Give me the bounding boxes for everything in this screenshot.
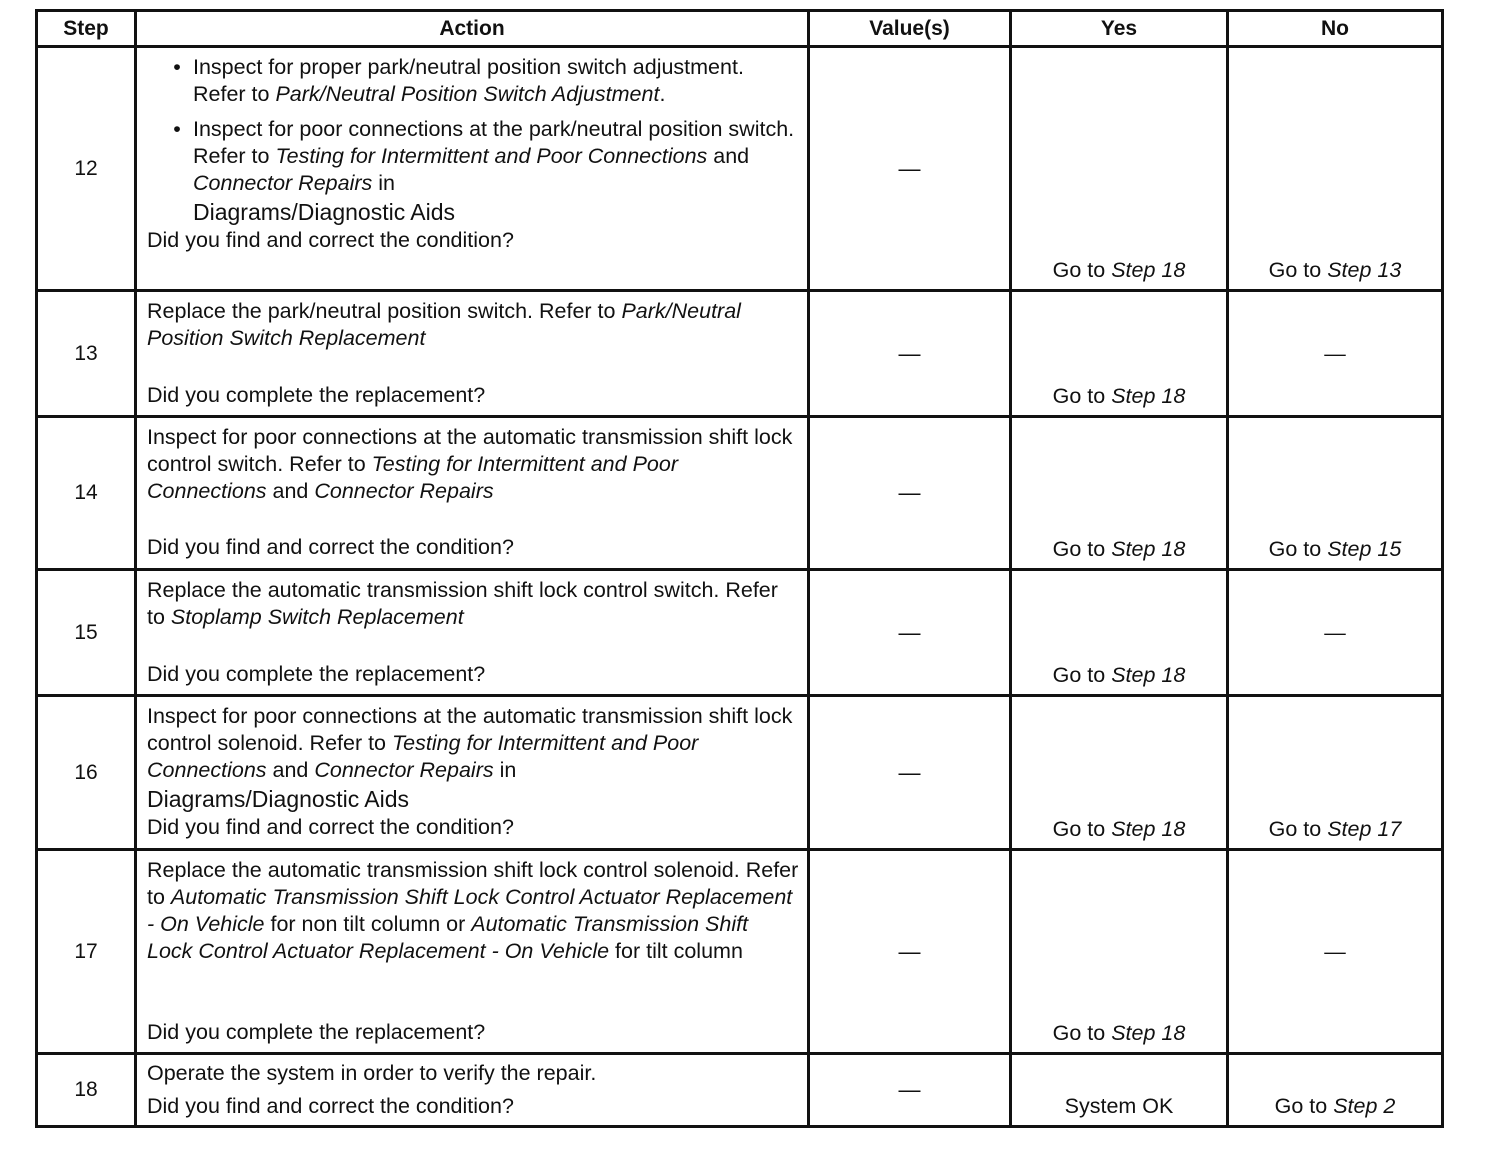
value-cell: —: [809, 696, 1011, 850]
diagnostic-table: [35, 9, 1444, 1128]
yes-cell: Go to Step 18: [1011, 696, 1228, 850]
bullet-icon: •: [173, 117, 181, 141]
yes-cell: Go to Step 18: [1011, 570, 1228, 696]
question-text: Did you find and correct the condition?: [147, 228, 514, 252]
action-cell: [136, 47, 809, 291]
reference-link: Park/Neutral Position Switch Adjustment: [275, 82, 660, 106]
system-ok-text: System OK: [1064, 1094, 1174, 1118]
reference-link: Connector Repairs: [314, 479, 494, 503]
no-cell: Go to Step 17: [1228, 696, 1443, 850]
value-cell: —: [809, 1054, 1011, 1127]
table-row: [37, 1054, 1443, 1127]
header-values: Value(s): [809, 11, 1011, 47]
value-cell: —: [809, 47, 1011, 291]
list-item: • Inspect for proper park/neutral position switch adjustment. Refer to Park/Neutral Position Switch Adjustment.: [161, 54, 799, 108]
reference-link: Testing for Intermittent and Poor Connections: [147, 731, 699, 782]
action-cell: Replace the park/neutral position switch. Refer to Park/Neutral Position Switch Replacement Did you complete the replacement?: [136, 291, 809, 417]
step-number: 18: [37, 1054, 136, 1127]
yes-step-link[interactable]: Step 18: [1111, 663, 1186, 687]
no-cell: Go to Step 15: [1228, 417, 1443, 570]
question-text: Did you find and correct the condition?: [147, 1094, 514, 1118]
value-cell: —: [809, 570, 1011, 696]
no-step-link[interactable]: Step 2: [1333, 1094, 1396, 1118]
no-step-link[interactable]: Step 15: [1327, 537, 1402, 561]
yes-cell: Go to Step 18: [1011, 850, 1228, 1054]
no-cell: Go to Step 13: [1228, 47, 1443, 291]
step-number: 12: [37, 47, 136, 291]
bullet-icon: •: [173, 55, 181, 79]
yes-step-link[interactable]: Step 18: [1111, 258, 1186, 282]
action-cell: [136, 1054, 809, 1127]
diagnostic-aids-text: Diagrams/Diagnostic Aids: [147, 786, 410, 812]
question-text: Did you find and correct the condition?: [147, 815, 514, 839]
no-cell: —: [1228, 570, 1443, 696]
header-action: Action: [136, 11, 809, 47]
table-row: [37, 47, 1443, 291]
reference-link: Park/Neutral Position Switch Replacement: [147, 299, 741, 350]
question-text: Did you complete the replacement?: [147, 662, 486, 686]
question-text: Did you complete the replacement?: [147, 1020, 486, 1044]
header-yes: Yes: [1011, 11, 1228, 47]
question-text: Did you find and correct the condition?: [147, 535, 514, 559]
table-row: [37, 417, 1443, 570]
reference-link: Stoplamp Switch Replacement: [170, 605, 464, 629]
reference-link: Testing for Intermittent and Poor Connections: [275, 144, 708, 168]
step-number: 15: [37, 570, 136, 696]
header-step: Step: [37, 11, 136, 47]
diagnostic-aids-text: Diagrams/Diagnostic Aids: [193, 199, 456, 225]
no-cell: —: [1228, 850, 1443, 1054]
action-cell: Replace the automatic transmission shift lock control solenoid. Refer to Automatic Transmission Shift Lock Control Actuator Replacement - On Vehicle for non tilt column or Automatic Transmission Shift Lock Control Actuator Replacement - On Vehicle for tilt column Did you complete the replacement?: [136, 850, 809, 1054]
table-row: [37, 570, 1443, 696]
no-cell: —: [1228, 291, 1443, 417]
yes-cell: [1011, 1054, 1228, 1127]
step-number: 16: [37, 696, 136, 850]
no-step-link[interactable]: Step 13: [1327, 258, 1402, 282]
yes-cell: Go to Step 18: [1011, 47, 1228, 291]
no-step-link[interactable]: Step 17: [1327, 817, 1402, 841]
yes-step-link[interactable]: Step 18: [1111, 1021, 1186, 1045]
yes-step-link[interactable]: Step 18: [1111, 817, 1186, 841]
table-row: [37, 696, 1443, 850]
action-cell: Replace the automatic transmission shift lock control switch. Refer to Stoplamp Switch Replacement Did you complete the replacement?: [136, 570, 809, 696]
value-cell: —: [809, 417, 1011, 570]
yes-step-link[interactable]: Step 18: [1111, 537, 1186, 561]
instruction-text: Operate the system in order to verify the repair.: [147, 1061, 597, 1085]
table-row: [37, 850, 1443, 1054]
step-number: 13: [37, 291, 136, 417]
header-row: [37, 11, 1443, 47]
reference-link: Automatic Transmission Shift Lock Control Actuator Replacement - On Vehicle: [147, 912, 749, 963]
list-item: • Inspect for poor connections at the park/neutral position switch. Refer to Testing for Intermittent and Poor Connections and Connector Repairs in: [161, 116, 799, 197]
yes-step-link[interactable]: Step 18: [1111, 384, 1186, 408]
reference-link: Connector Repairs: [193, 171, 373, 195]
step-number: 14: [37, 417, 136, 570]
reference-link: Connector Repairs: [314, 758, 494, 782]
reference-link: Testing for Intermittent and Poor Connections: [147, 452, 678, 503]
step-number: 17: [37, 850, 136, 1054]
yes-cell: Go to Step 18: [1011, 291, 1228, 417]
question-text: Did you complete the replacement?: [147, 383, 486, 407]
action-cell: Inspect for poor connections at the automatic transmission shift lock control solenoid. Refer to Testing for Intermittent and Poor Connections and Connector Repairs in Diagrams/Diagnostic Aids Did you find and correct the condition?: [136, 696, 809, 850]
reference-link: Automatic Transmission Shift Lock Control Actuator Replacement - On Vehicle: [147, 885, 793, 936]
yes-cell: Go to Step 18: [1011, 417, 1228, 570]
value-cell: —: [809, 291, 1011, 417]
table-row: [37, 291, 1443, 417]
value-cell: —: [809, 850, 1011, 1054]
action-cell: Inspect for poor connections at the automatic transmission shift lock control switch. Refer to Testing for Intermittent and Poor Connections and Connector Repairs Did you find and correct the condition?: [136, 417, 809, 570]
header-no: No: [1228, 11, 1443, 47]
no-cell: Go to Step 2: [1228, 1054, 1443, 1127]
